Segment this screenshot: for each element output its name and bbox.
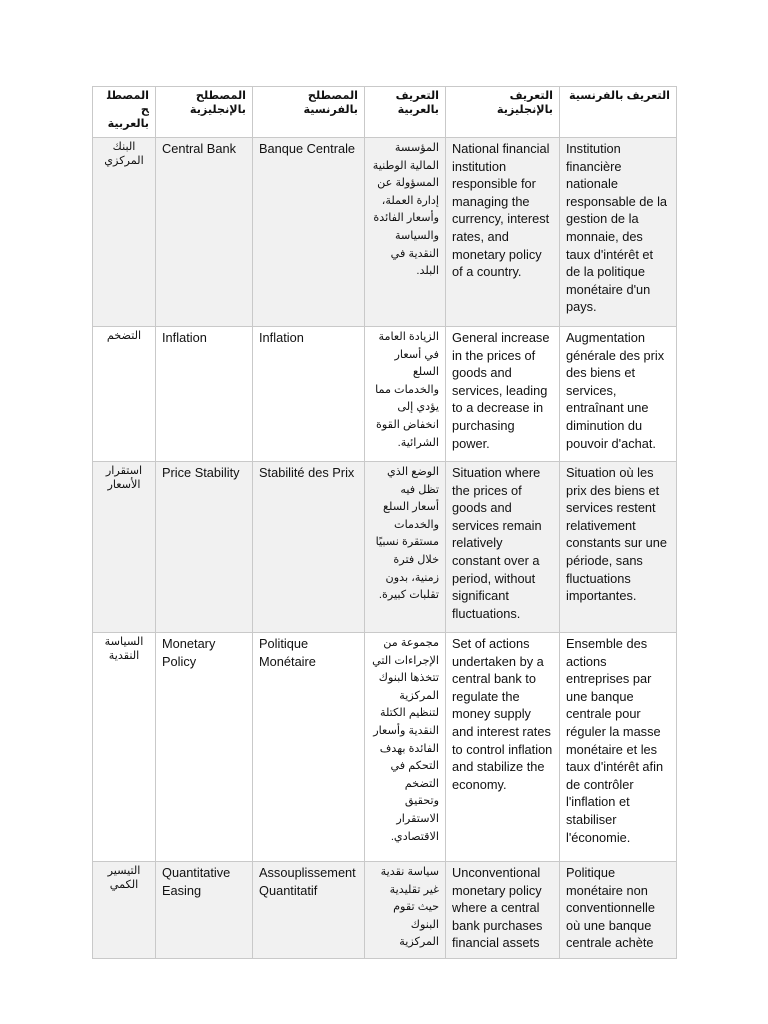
arabic-term-cell: التيسير الكمي bbox=[93, 862, 156, 959]
french-definition-cell: Augmentation générale des prix des biens et services, entraînant une diminution du pouvoir d'achat. bbox=[560, 327, 677, 462]
arabic-term-cell: البنك المركزي bbox=[93, 138, 156, 327]
english-definition-cell: National financial institution responsible for managing the currency, interest rates, and monetary policy of a country. bbox=[446, 138, 560, 327]
glossary-table bbox=[92, 86, 677, 959]
table-row bbox=[93, 327, 677, 462]
arabic-definition-cell: سياسة نقدية غير تقليدية حيث تقوم البنوك المركزية bbox=[365, 862, 446, 959]
arabic-definition-cell: مجموعة من الإجراءات التي تتخذها البنوك المركزية لتنظيم الكتلة النقدية وأسعار الفائدة بهدف التحكم في التضخم وتحقيق الاستقرار الاقتصادي. bbox=[365, 633, 446, 862]
table-row bbox=[93, 462, 677, 633]
english-term-cell: Inflation bbox=[156, 327, 253, 462]
arabic-definition-cell: الزيادة العامة في أسعار السلع والخدمات مما يؤدي إلى انخفاض القوة الشرائية. bbox=[365, 327, 446, 462]
arabic-term-cell: استقرار الأسعار bbox=[93, 462, 156, 633]
header-english-term: المصطلح بالإنجليزية bbox=[156, 87, 253, 138]
french-definition-cell: Situation où les prix des biens et services restent relativement constants sur une période, sans fluctuations importantes. bbox=[560, 462, 677, 633]
header-arabic-term: المصطلح بالعربية bbox=[93, 87, 156, 138]
french-term-cell: Banque Centrale bbox=[253, 138, 365, 327]
english-term-cell: Monetary Policy bbox=[156, 633, 253, 862]
arabic-term-cell: السياسة النقدية bbox=[93, 633, 156, 862]
header-english-definition: التعريف بالإنجليزية bbox=[446, 87, 560, 138]
header-arabic-definition: التعريف بالعربية bbox=[365, 87, 446, 138]
english-definition-cell: Set of actions undertaken by a central bank to regulate the money supply and interest rates to control inflation and stabilize the economy. bbox=[446, 633, 560, 862]
arabic-definition-cell: الوضع الذي تظل فيه أسعار السلع والخدمات مستقرة نسبيًا خلال فترة زمنية، بدون تقلبات كبيرة. bbox=[365, 462, 446, 633]
english-definition-cell: Situation where the prices of goods and services remain relatively constant over a period, without significant fluctuations. bbox=[446, 462, 560, 633]
french-definition-cell: Ensemble des actions entreprises par une banque centrale pour réguler la masse monétaire et les taux d'intérêt afin de contrôler l'inflation et stabiliser l'économie. bbox=[560, 633, 677, 862]
french-definition-cell: Institution financière nationale responsable de la gestion de la monnaie, des taux d'intérêt et de la politique monétaire d'un pays. bbox=[560, 138, 677, 327]
table-row bbox=[93, 633, 677, 862]
english-term-cell: Quantitative Easing bbox=[156, 862, 253, 959]
french-term-cell: Politique Monétaire bbox=[253, 633, 365, 862]
english-term-cell: Price Stability bbox=[156, 462, 253, 633]
arabic-term-cell: التضخم bbox=[93, 327, 156, 462]
english-definition-cell: General increase in the prices of goods and services, leading to a decrease in purchasing power. bbox=[446, 327, 560, 462]
header-french-term: المصطلح بالفرنسية bbox=[253, 87, 365, 138]
table-row bbox=[93, 138, 677, 327]
table-header-row bbox=[93, 87, 677, 138]
french-term-cell: Assouplissement Quantitatif bbox=[253, 862, 365, 959]
french-term-cell: Stabilité des Prix bbox=[253, 462, 365, 633]
english-term-cell: Central Bank bbox=[156, 138, 253, 327]
french-definition-cell: Politique monétaire non conventionnelle où une banque centrale achète bbox=[560, 862, 677, 959]
english-definition-cell: Unconventional monetary policy where a central bank purchases financial assets bbox=[446, 862, 560, 959]
table-row bbox=[93, 862, 677, 959]
header-french-definition: التعريف بالفرنسية bbox=[560, 87, 677, 138]
arabic-definition-cell: المؤسسة المالية الوطنية المسؤولة عن إدارة العملة، وأسعار الفائدة والسياسة النقدية في البلد. bbox=[365, 138, 446, 327]
french-term-cell: Inflation bbox=[253, 327, 365, 462]
